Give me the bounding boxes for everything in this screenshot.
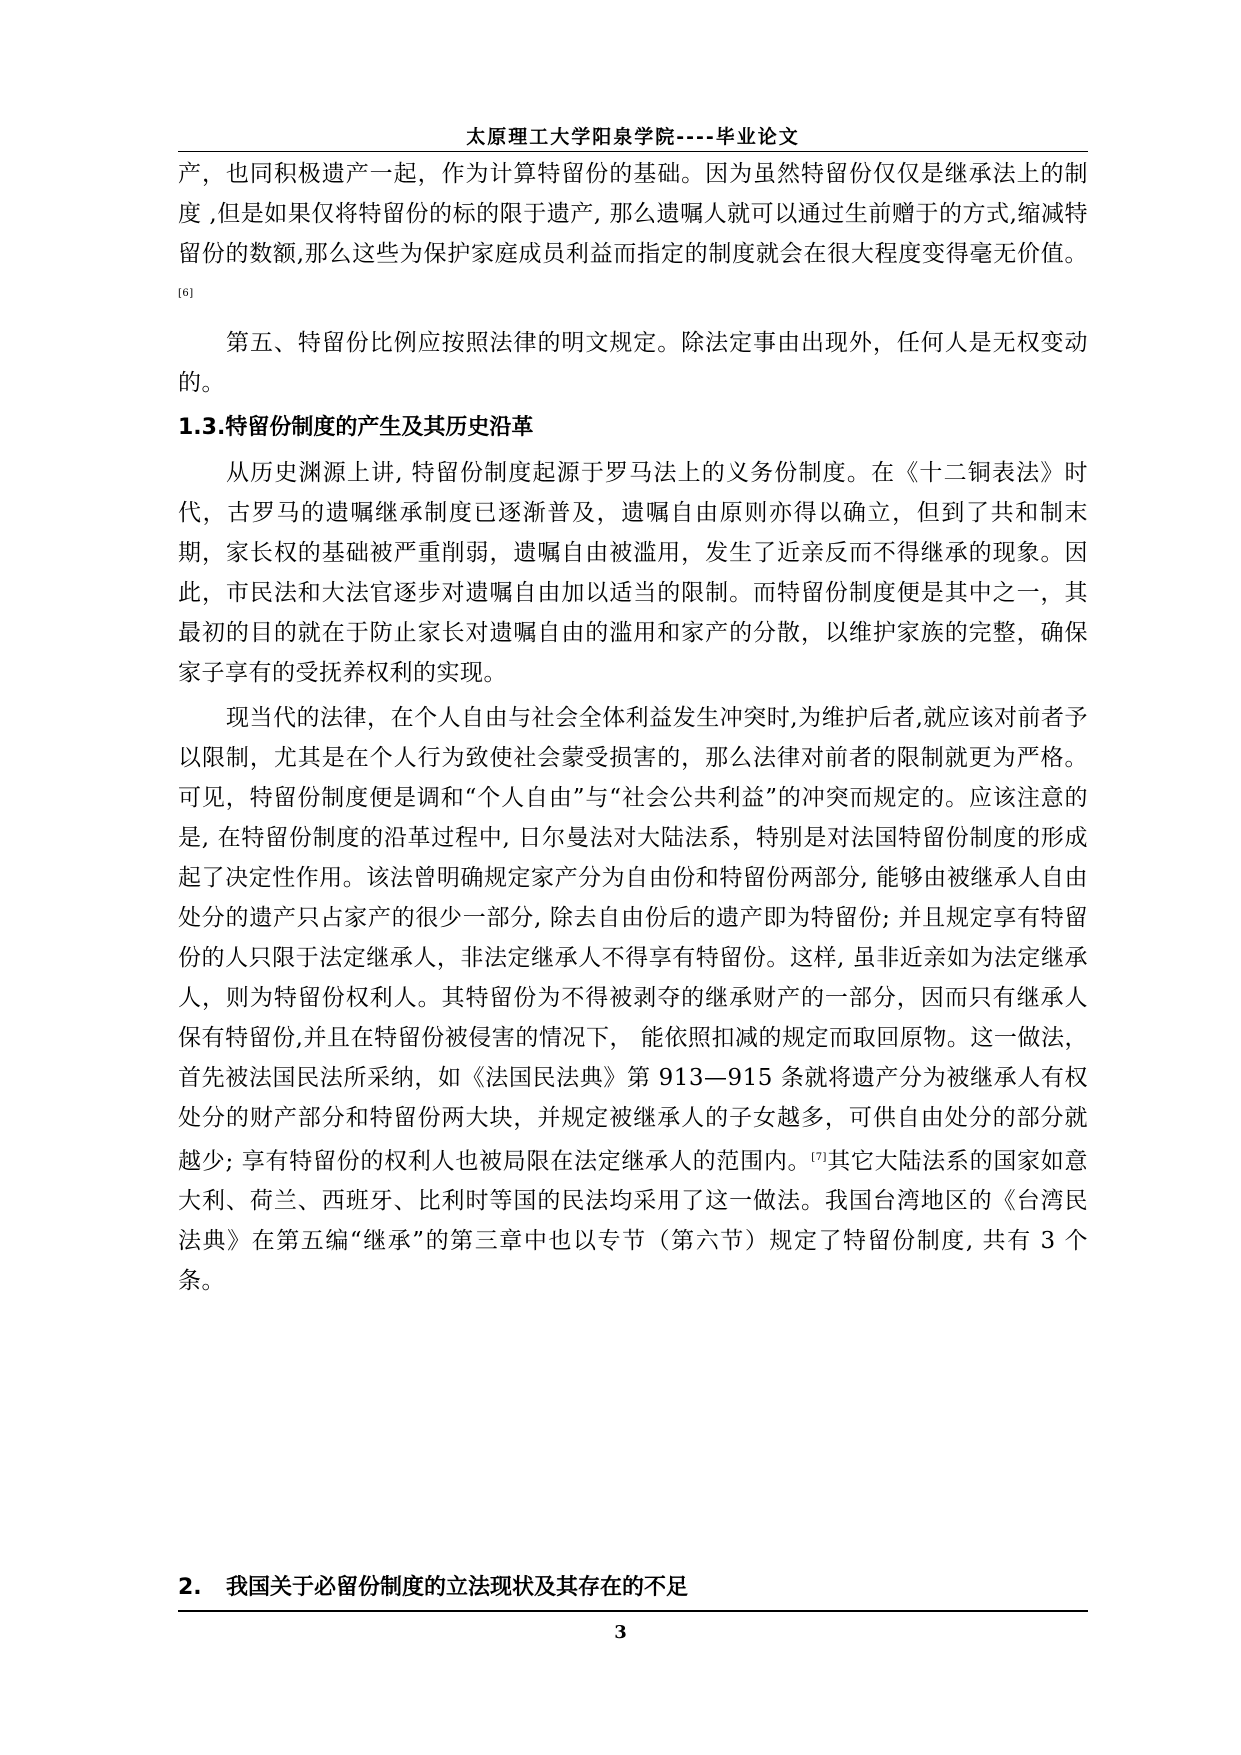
page-header: 太原理工大学阳泉学院----毕业论文 <box>466 126 800 148</box>
section-title: 我国关于必留份制度的立法现状及其存在的不足 <box>226 1575 689 1600</box>
page-body <box>178 154 1088 1301</box>
footer-divider <box>178 1610 1088 1612</box>
paragraph-text: 现当代的法律，在个人自由与社会全体利益发生冲突时,为维护后者,就应该对前者予以限制，尤其是在个人行为致使社会蒙受损害的，那么法律对前者的限制就更为严格。可见，特留份制度便是调和“个人自由”与“社会公共利益”的冲突而规定的。应该注意的是, 在特留份制度的沿革过程中, 日尔曼法对大陆法系，特别是对法国特留份制度的形成起了决定性作用。该法曾明确规定家产分为自由份和特留份两部分, 能够由被继承人自由处分的遗产只占家产的很少一部分, 除去自由份后的遗产即为特留份; 并且规定享有特留份的人只限于法定继承人，非法定继承人不得享有特留份。这样, 虽非近亲如为法定继承人，则为特留份权利人。其特留份为不得被剥夺的继承财产的一部分，因而只有继承人保有特留份,并且在特留份被侵害的情况下， 能依照扣减的规定而取回原物。这一做法，首先被法国民法所采纳，如《法国民法典》第 913—915 条就将遗产分为被继承人有权处分的财产部分和特留份两大块，并规定被继承人的子女越多，可供自由处分的部分就越少; 享有特留份的权利人也被局限在法定继承人的范围内。 <box>178 704 1088 1175</box>
paragraph: 从历史渊源上讲, 特留份制度起源于罗马法上的义务份制度。在《十二铜表法》时代，古罗马的遗嘱继承制度已逐渐普及，遗嘱自由原则亦得以确立，但到了共和制末期，家长权的基础被严重削弱，遗嘱自由被滥用，发生了近亲反而不得继承的现象。因此，市民法和大法官逐步对遗嘱自由加以适当的限制。而特留份制度便是其中之一，其最初的目的就在于防止家长对遗嘱自由的滥用和家产的分散，以维护家族的完整，确保家子享有的受抚养权利的实现。 <box>178 459 1088 686</box>
header-divider <box>178 151 1088 152</box>
paragraph: 第五、特留份比例应按照法律的明文规定。除法定事由出现外，任何人是无权变动的。 <box>178 329 1088 396</box>
section-heading-2 <box>178 1570 688 1601</box>
paragraph-text: 产，也同积极遗产一起，作为计算特留份的基础。因为虽然特留份仅仅是继承法上的制度 ,但是如果仅将特留份的标的限于遗产, 那么遗嘱人就可以通过生前赠于的方式,缩减特留份的数额,那么这些为保护家庭成员利益而指定的制度就会在很大程度变得毫无价值。 <box>178 161 1088 267</box>
page-number: 3 <box>614 1622 627 1643</box>
section-number: 2. <box>178 1575 202 1600</box>
citation-ref: [7] <box>811 1151 827 1163</box>
paragraph <box>178 154 1088 318</box>
paragraph <box>178 698 1088 1302</box>
section-heading-1-3: 1.3.特留份制度的产生及其历史沿革 <box>178 414 534 440</box>
citation-ref: [6] <box>178 288 194 299</box>
paragraph-text: 其它大陆法系的国家如意大利、荷兰、西班牙、比利时等国的民法均采用了这一做法。我国台湾地区的《台湾民法典》在第五编“继承”的第三章中也以专节（第六节）规定了特留份制度, 共有 3 个条。 <box>178 1148 1089 1295</box>
